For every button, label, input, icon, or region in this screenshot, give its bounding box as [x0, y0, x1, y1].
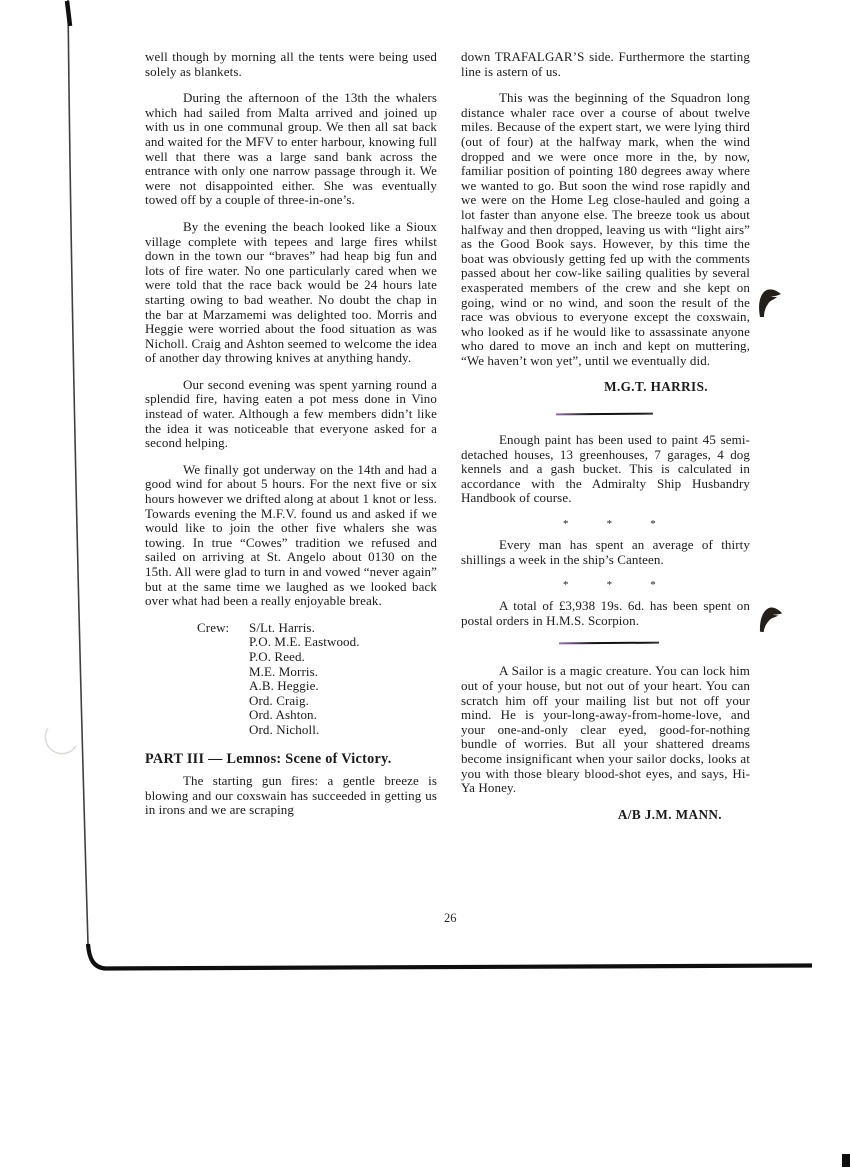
asterisk-separator	[461, 579, 750, 591]
crescent-scan-mark	[45, 728, 76, 754]
divider-rule	[556, 413, 653, 416]
bottom-edge-line	[88, 944, 812, 969]
ink-smudge-icon	[756, 601, 784, 638]
crew-names	[249, 621, 360, 738]
paragraph: By the evening the beach looked like a Sioux village complete with tepees and large fires whilst down in the town our “braves” had heap big fun and lots of fire water. No one particularly cared when we were told that the race back would be 24 hours late starting owing to bad weather. No doubt the chap in the bar at Marzamemi was delighted too. Morris and Heggie were worried about the food situation as was Nicholl. Craig and Ashton seemed to welcome the idea of another day throwing knives at anything handy.	[145, 218, 437, 366]
signature: A/B J.M. MANN.	[617, 806, 722, 822]
page-number: 26	[444, 911, 457, 925]
divider-rule	[559, 642, 659, 645]
paragraph: down TRAFALGAR’S side. Furthermore the starting line is astern of us.	[461, 49, 750, 79]
paragraph: The starting gun fires: a gentle breeze is blowing and our coxswain has succeeded in getting us in irons and we are scraping	[145, 773, 437, 818]
paragraph: Our second evening was spent yarning round a splendid fire, having eaten a pot mess done in Vino instead of water. Although a few members didn’t like the idea it was noticeable that everyone asked for a second helping.	[145, 376, 437, 451]
crew-member: Ord. Ashton.	[249, 707, 318, 723]
asterisk: *	[563, 579, 569, 592]
ink-smudge-icon	[756, 287, 782, 319]
asterisk-separator	[461, 518, 750, 530]
paragraph: This was the beginning of the Squadron long distance whaler race over a course of about twelve miles. Because of the expert start, we were lying third (out of four) at the halfway mark, when the wind dropped and we were once more in the, by now, familiar position of pointing 180 degrees away where we wanted to go. But soon the wind rose rapidly and we were on the Home Leg close-hauled and going a lot faster than anyone else. The breeze took us about halfway and then dropped, leaving us with “light airs” as the Good Book says. However, by this time the boat was obviously getting fed up with the comments passed about her cow-like sailing qualities by several exasperated members of the crew and she kept on going, wind or no wind, and soon the result of the race was obvious to everyone except the coxswain, who looked as if he would like to assassinate anyone who dared to move an inch and kept on muttering, “We haven’t won yet”, until we eventually did.	[461, 90, 750, 368]
crew-member: A.B. Heggie.	[249, 678, 319, 694]
crew-list	[197, 621, 437, 738]
crew-member: Ord. Nicholl.	[249, 721, 320, 737]
right-column	[461, 50, 750, 822]
asterisk: *	[650, 579, 656, 592]
asterisk: *	[563, 518, 569, 531]
paragraph: well though by morning all the tents were being used solely as blankets.	[145, 49, 437, 79]
asterisk: *	[606, 579, 613, 592]
asterisk: *	[650, 518, 656, 531]
crew-label: Crew:	[197, 619, 230, 635]
crew-member: M.E. Morris.	[249, 663, 319, 679]
crew-member: S/Lt. Harris.	[249, 619, 315, 635]
crew-member: Ord. Craig.	[249, 692, 309, 708]
paragraph: A Sailor is a magic creature. You can lock him out of your house, but not out of your heart. You can scratch him off your mailing list but not off your mind. He is your-long-away-from-home-love, and your one-and-only clear eyed, good-for-nothing bundle of worries. But all your shattered dreams become insignificant when your sailor docks, looks at you with those bleary blood-shot eyes, and says, Hi-Ya Honey.	[461, 663, 750, 796]
asterisk: *	[606, 518, 613, 531]
paragraph: A total of £3,938 19s. 6d. has been spent on postal orders in H.M.S. Scorpion.	[461, 598, 750, 628]
paragraph: Every man has spent an average of thirty shillings a week in the ship’s Canteen.	[461, 537, 750, 567]
crew-member: P.O. Reed.	[249, 648, 305, 664]
paragraph: During the afternoon of the 13th the whalers which had sailed from Malta arrived and joined up with us in one communal group. We then all sat back and waited for the MFV to enter harbour, knowing full well that there was a large sand bank across the entrance with only one narrow passage through it. We were not disappointed either. She was eventually towed off by a couple of three-in-one’s.	[145, 90, 437, 208]
part-heading: PART III — Lemnos: Scene of Victory.	[145, 750, 392, 767]
crew-member: P.O. M.E. Eastwood.	[249, 634, 360, 650]
paragraph: We finally got underway on the 14th and had a good wind for about 5 hours. For the next five or six hours however we drifted along at about 1 knot or less. Towards evening the M.F.V. found us and asked if we would like to join the other five whalers she was towing. In true “Cowes” tradition we refused and sailed on arriving at St. Angelo about 0130 on the 15th. All were glad to turn in and vowed “never again” but at the same time we laughed as we looked back over what had been a really enjoyable break.	[145, 461, 437, 609]
paragraph: Enough paint has been used to paint 45 semi-detached houses, 13 greenhouses, 7 garages, 4 dog kennels and a gash bucket. This is calculated in accordance with the Admiralty Ship Husbandry Handbook of course.	[461, 432, 750, 506]
corner-mark	[842, 1154, 850, 1167]
signature: M.G.T. HARRIS.	[604, 379, 708, 395]
left-column	[145, 50, 437, 830]
